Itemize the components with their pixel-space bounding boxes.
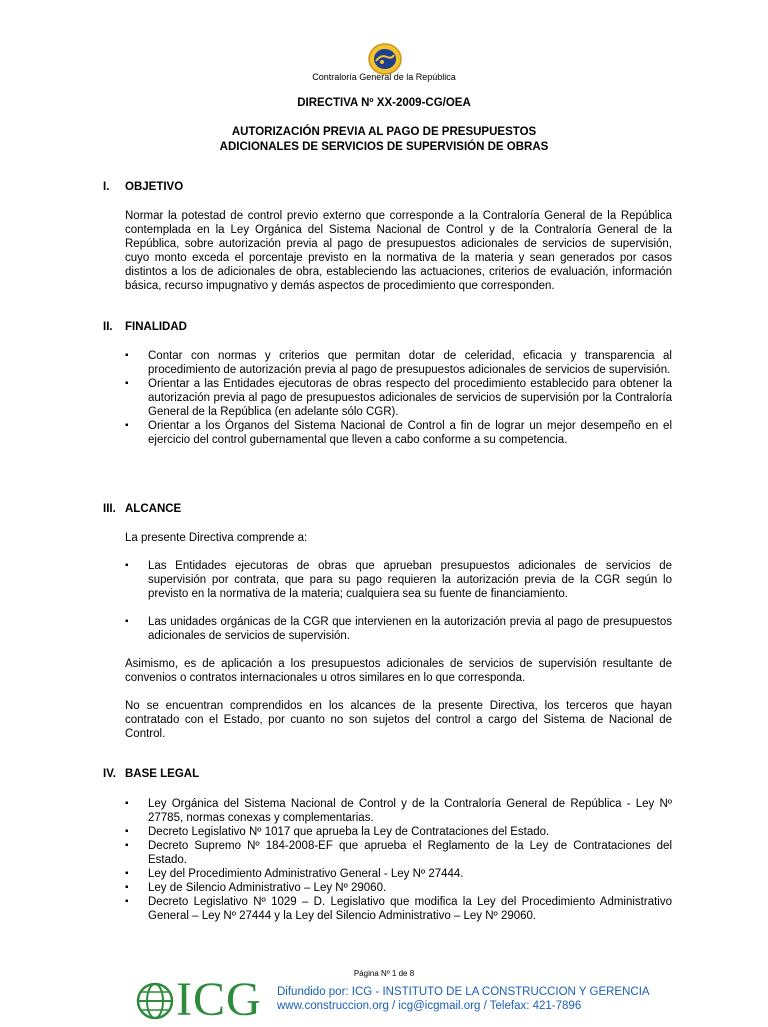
list-item: ▪ Las unidades orgánicas de la CGR que intervienen en la autorización previa al pago de presupuestos adicionales de servicios de supervisión. <box>125 615 672 643</box>
section-heading-alcance <box>103 503 181 515</box>
section-number: I. <box>103 181 110 193</box>
list-item: ▪ Ley del Procedimiento Administrativo General - Ley Nº 27444. <box>125 867 672 881</box>
section-title: OBJETIVO <box>125 181 184 193</box>
list-item: ▪ Orientar a las Entidades ejecutoras de obras respecto del procedimiento establecido para obtener la autorización previa al pago de presupuestos adicionales de servicios de supervisión por la Contraloría General de la República (en adelante sólo CGR). <box>125 377 672 419</box>
alcance-intro: La presente Directiva comprende a: <box>125 532 308 544</box>
contraloria-seal-icon <box>367 42 403 76</box>
finalidad-list <box>125 349 672 447</box>
section-title: ALCANCE <box>125 503 182 515</box>
alcance-paragraph-1: Asimismo, es de aplicación a los presupuestos adicionales de servicios de supervisión resultante de convenios o contratos internacionales u otros similares en lo que corresponda. <box>125 658 672 684</box>
base-legal-list <box>125 797 672 923</box>
list-item: ▪ Orientar a los Órganos del Sistema Nacional de Control a fin de lograr un mejor desempeño en el ejercicio del control gubernamental que lleven a cabo conforme a su competencia. <box>125 419 672 447</box>
list-item: ▪ Decreto Legislativo Nº 1029 – D. Legislativo que modifica la Ley del Procedimiento Administrativo General – Ley Nº 27444 y la Ley del Silencio Administrativo – Ley Nº 29060. <box>125 895 672 923</box>
footer-distributor: Difundido por: ICG - INSTITUTO DE LA CONSTRUCCION Y GERENCIA <box>277 986 650 998</box>
alcance-list-1 <box>125 559 672 601</box>
list-item: ▪ Decreto Supremo Nº 184-2008-EF que aprueba el Reglamento de la Ley de Contrataciones del Estado. <box>125 839 672 867</box>
institution-name: Contraloría General de la República <box>312 72 456 82</box>
section-title: BASE LEGAL <box>125 768 200 780</box>
section-number: II. <box>103 321 113 333</box>
objetivo-paragraph: Normar la potestad de control previo externo que corresponde a la Contraloría General de la República contemplada en la Ley Orgánica del Sistema Nacional de Control y de la Contraloría General de la República, sobre autorización previa al pago de presupuestos adicionales de servicios de supervisión, cuyo monto exceda el porcentaje previsto en la normativa de la materia y sean generados por casos distintos a los de adicionales de obra, estableciendo las actuaciones, criterios de evaluación, información básica, recurso impugnativo y demás aspectos de procedimiento que corresponden. <box>125 210 672 292</box>
page-number: Página Nº 1 de 8 <box>353 969 415 978</box>
alcance-list-2 <box>125 615 672 643</box>
section-number: III. <box>103 503 116 515</box>
title-line-1: AUTORIZACIÓN PREVIA AL PAGO DE PRESUPUESTOS <box>231 126 537 138</box>
list-item: ▪ Contar con normas y criterios que permitan dotar de celeridad, eficacia y transparencia al procedimiento de autorización previa al pago de presupuestos adicionales de servicios de supervisión. <box>125 349 672 377</box>
section-number: IV. <box>103 768 117 780</box>
alcance-paragraph-2: No se encuentran comprendidos en los alcances de la presente Directiva, los terceros que hayan contratado con el Estado, por cuanto no son sujetos del control a cargo del Sistema de Nacional de Control. <box>125 700 672 740</box>
icg-logo-text: ICG <box>176 973 262 1026</box>
section-title: FINALIDAD <box>125 321 187 333</box>
section-heading-objetivo <box>103 181 183 193</box>
list-item: ▪ Decreto Legislativo Nº 1017 que aprueba la Ley de Contrataciones del Estado. <box>125 825 672 839</box>
directive-number: DIRECTIVA Nº XX-2009-CG/OEA <box>297 97 471 109</box>
section-heading-finalidad <box>103 321 187 333</box>
section-heading-base-legal <box>103 768 199 780</box>
list-item: ▪ Ley Orgánica del Sistema Nacional de Control y de la Contraloría General de República - Ley Nº 27785, normas conexas y complementarias. <box>125 797 672 825</box>
document-title <box>0 125 768 155</box>
title-line-2: ADICIONALES DE SERVICIOS DE SUPERVISIÓN DE OBRAS <box>219 141 549 153</box>
list-item: ▪ Ley de Silencio Administrativo – Ley Nº 29060. <box>125 881 672 895</box>
footer-contact[interactable]: www.construccion.org / icg@icgmail.org / Telefax: 421-7896 <box>277 1000 582 1012</box>
globe-icon <box>136 982 174 1020</box>
list-item: ▪ Las Entidades ejecutoras de obras que aprueban presupuestos adicionales de servicios de supervisión por contrata, que para su pago requieren la autorización previa de la CGR según lo previsto en la normativa de la materia; cualquiera sea su fuente de financiamiento. <box>125 559 672 601</box>
